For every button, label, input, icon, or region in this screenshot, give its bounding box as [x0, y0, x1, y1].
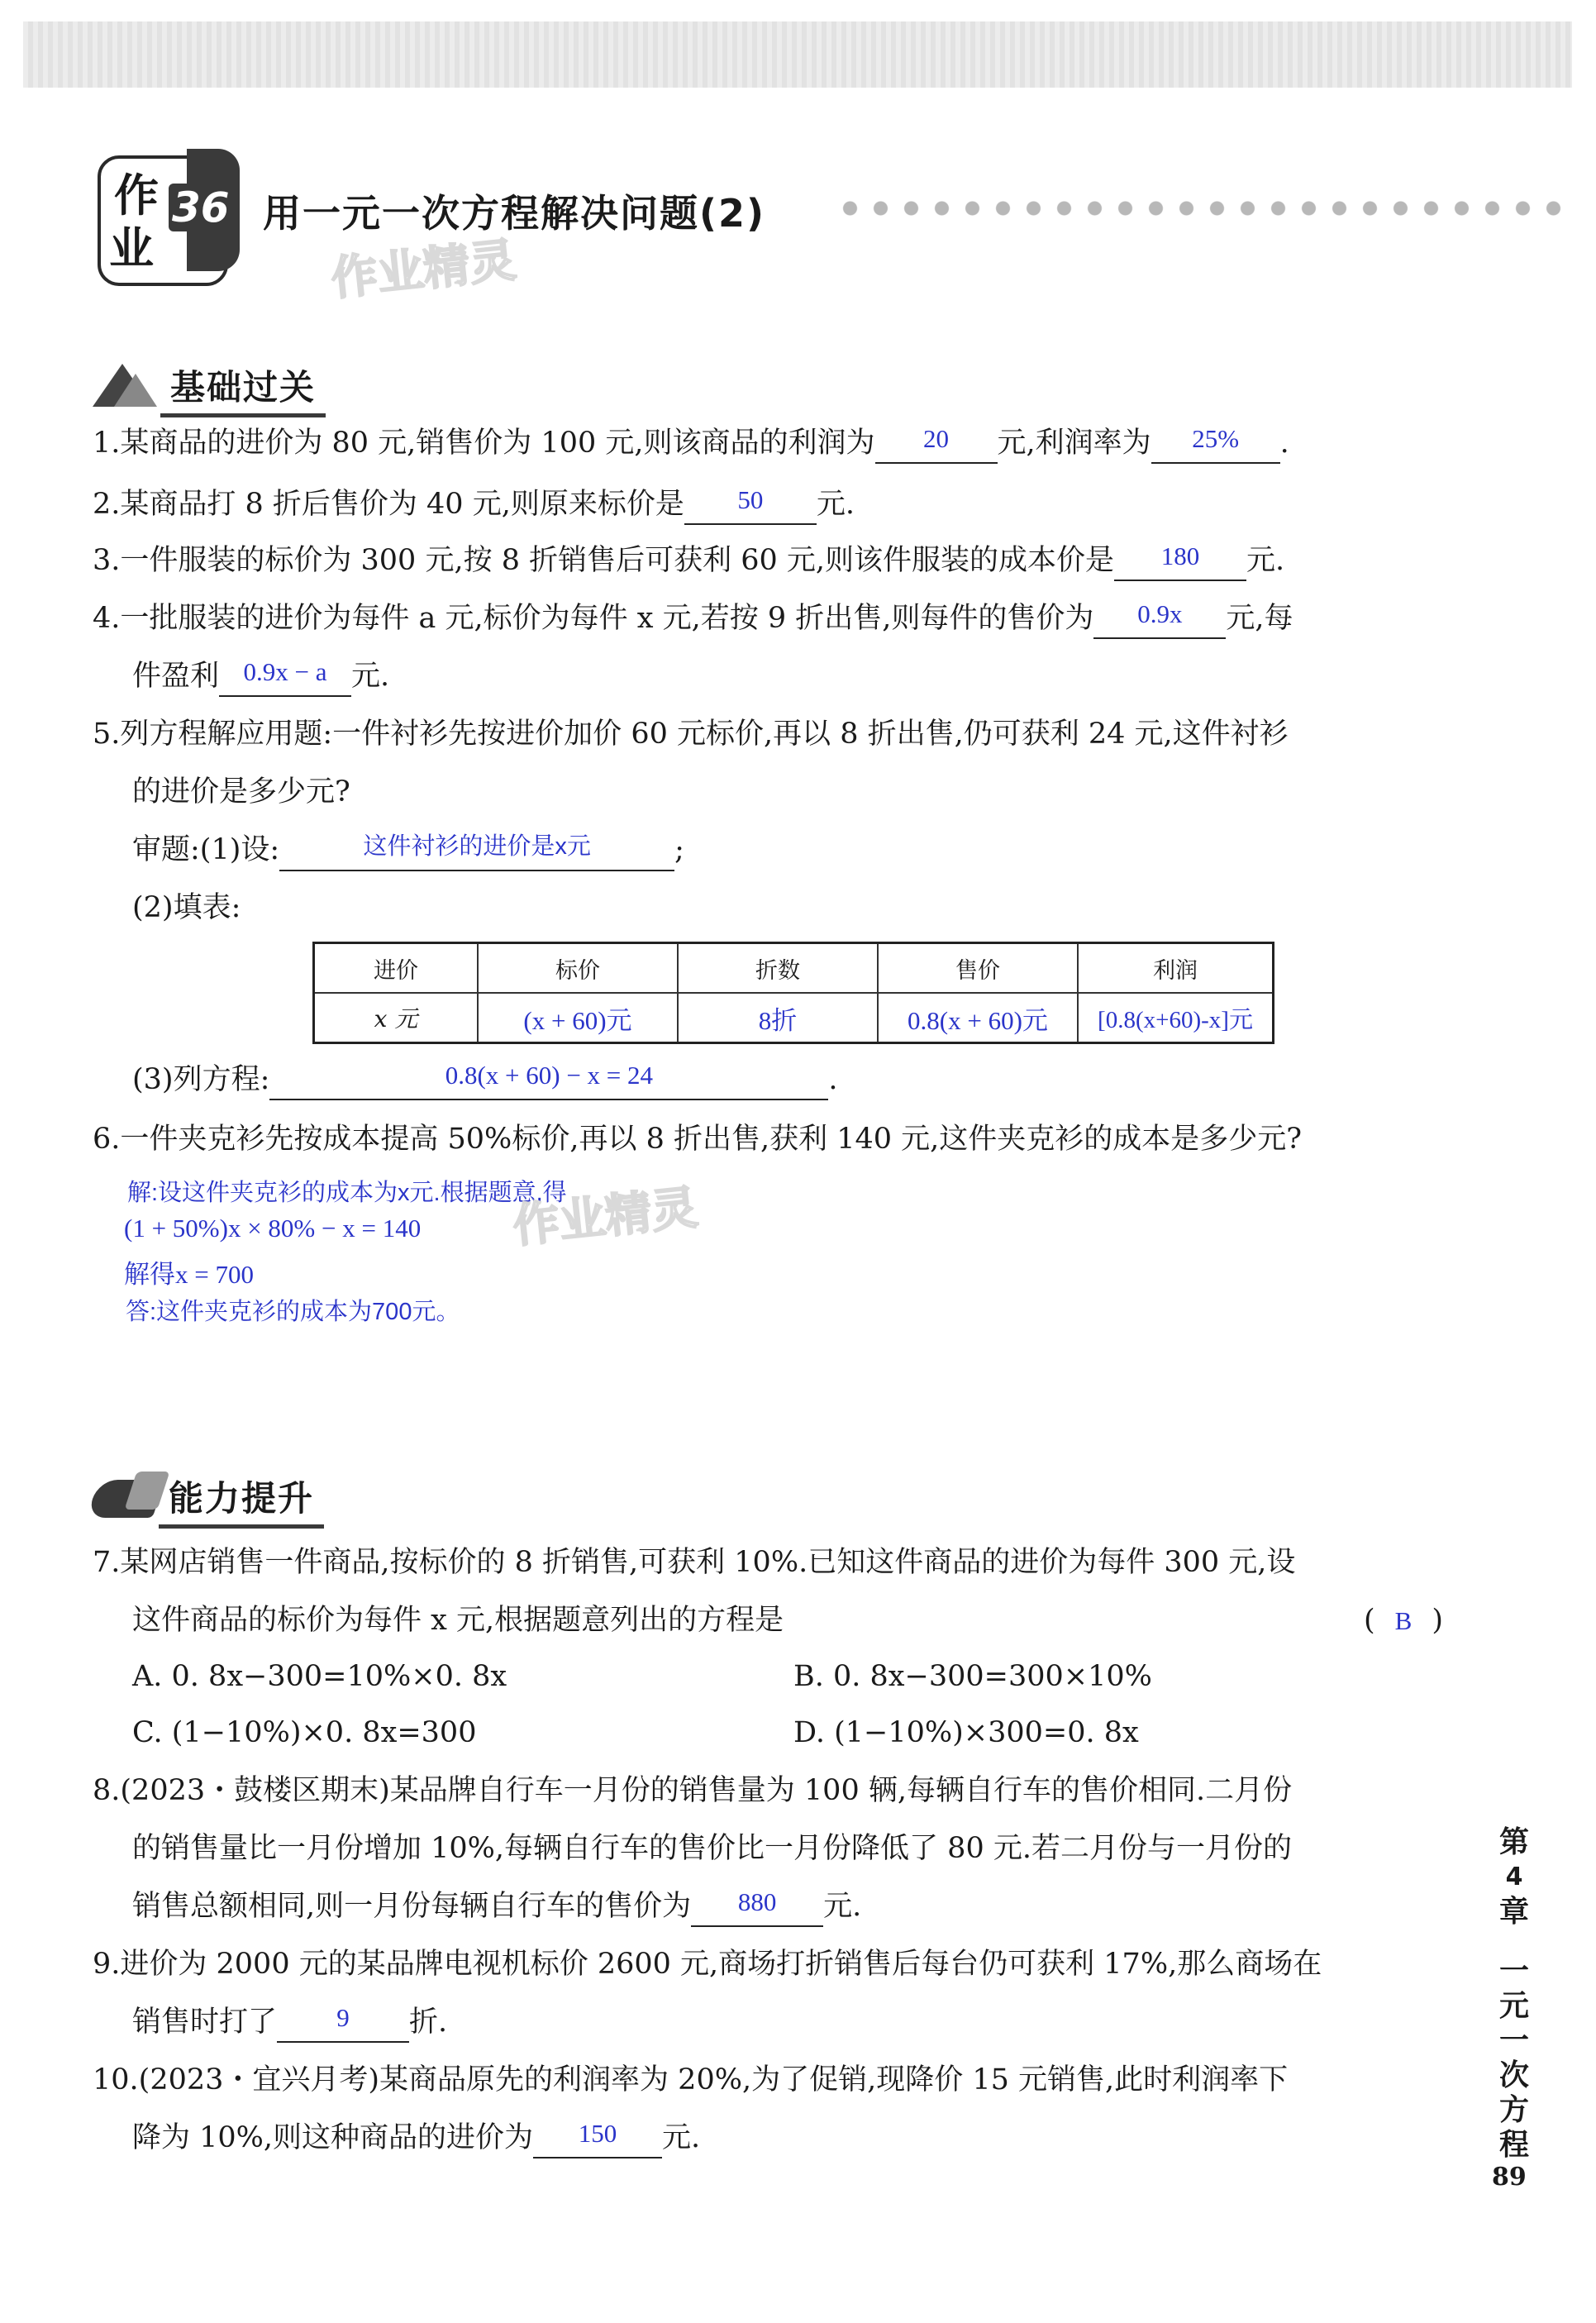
question-8-line-1: 8.(2023・鼓楼区期末)某品牌自行车一月份的销售量为 100 辆,每辆自行车的售价相同.二月份 [93, 1774, 1293, 1807]
q10-text-b: 元. [662, 2121, 701, 2154]
question-4-line-1 [93, 600, 1293, 639]
title-dots-decoration [835, 198, 1562, 218]
q7-answer-bracket [1364, 1602, 1443, 1639]
q5-step-1-end: ; [674, 833, 684, 866]
table-header-cell: 折数 [678, 943, 878, 994]
q5-table-header-row [314, 943, 1274, 994]
question-6: 6.一件夹克衫先按成本提高 50%标价,再以 8 折出售,获利 140 元,这件夹克衫的成本是多少元? [93, 1123, 1303, 1156]
q1-answer-profit: 20 [875, 426, 998, 464]
homework-number: 36 [169, 184, 233, 231]
q6-solution-line-2: (1 + 50%)x × 80% − x = 140 [124, 1214, 422, 1243]
q5-table [312, 942, 1274, 1044]
watermark-2: 作业精灵 [510, 1181, 701, 1254]
page-title: 用一元一次方程解决问题(2) [263, 191, 766, 236]
question-5-line-2: 的进价是多少元? [132, 775, 350, 809]
table-header-cell: 标价 [478, 943, 678, 994]
table-header-cell: 进价 [314, 943, 479, 994]
side-topic-label [1489, 1954, 1539, 2163]
q4-text-c: 件盈利 [132, 660, 220, 693]
side-chapter-label [1489, 1825, 1539, 1929]
q1-answer-rate: 25% [1151, 426, 1280, 464]
q7-option-c: C. (1−10%)×0. 8x=300 [132, 1716, 477, 1749]
side-topic-char: 一 [1498, 1954, 1529, 1988]
q5-step-1-answer: 这件衬衫的进价是x元 [279, 833, 674, 871]
question-7-line-2: 这件商品的标价为每件 x 元,根据题意列出的方程是 [132, 1604, 784, 1637]
q5-step-3-end: . [828, 1063, 838, 1096]
section-advanced-label: 能力提升 [159, 1472, 324, 1529]
page-number: 89 [1492, 2163, 1527, 2192]
q7-option-b: B. 0. 8x−300=300×10% [793, 1660, 1152, 1693]
question-8-line-2: 的销售量比一月份增加 10%,每辆自行车的售价比一月份降低了 80 元.若二月份与一月份的 [132, 1832, 1292, 1865]
q4-text-d: 元. [351, 660, 390, 693]
question-1 [93, 425, 1289, 464]
section-basic-label: 基础过关 [160, 360, 326, 417]
question-3 [93, 542, 1284, 581]
q6-solution-line-1: 解:设这件夹克衫的成本为x元.根据题意,得 [127, 1180, 567, 1206]
badge-char-top: 作 [114, 169, 159, 222]
question-9-line-1: 9.进价为 2000 元的某品牌电视机标价 2600 元,商场打折销售后每台仍可获利 17%,那么商场在 [93, 1948, 1322, 1981]
q7-paren-left: ( [1364, 1604, 1375, 1637]
triangle-shadow-icon [114, 374, 157, 407]
question-8-line-3 [132, 1888, 861, 1927]
q4-answer-profit: 0.9x − a [219, 659, 351, 697]
q9-text-b: 折. [409, 2006, 448, 2039]
watermark: 作业精灵 [328, 233, 519, 307]
table-cell: x 元 [314, 993, 479, 1043]
side-chapter-char: 4 [1505, 1863, 1523, 1891]
badge-char-bottom: 业 [109, 222, 154, 274]
question-7-line-1: 7.某网店销售一件商品,按标价的 8 折销售,可获利 10%.已知这件商品的进价为每件 300 元,设 [93, 1546, 1296, 1579]
table-cell-answer: (x + 60)元 [478, 993, 678, 1043]
q6-solution-line-4: 答:这件夹克衫的成本为700元。 [126, 1299, 460, 1325]
table-cell-answer: 8折 [678, 993, 878, 1043]
q5-step-3 [132, 1061, 838, 1100]
q4-text-a: 4.一批服装的进价为每件 a 元,标价为每件 x 元,若按 9 折出售,则每件的售价为 [93, 602, 1094, 635]
q8-text-a: 销售总额相同,则一月份每辆自行车的售价为 [132, 1890, 692, 1923]
question-5-line-1: 5.列方程解应用题:一件衬衫先按进价加价 60 元标价,再以 8 折出售,仍可获利 24 元,这件衬衫 [93, 718, 1289, 751]
side-topic-char: 次 [1498, 2058, 1529, 2092]
q8-answer: 880 [691, 1889, 823, 1927]
side-topic-char: 元 [1498, 1989, 1529, 2023]
question-10-line-2 [132, 2120, 700, 2158]
q10-answer: 150 [533, 2120, 662, 2158]
q2-text-b: 元. [816, 488, 855, 521]
top-scan-band [23, 21, 1572, 88]
side-chapter-char: 第 [1498, 1825, 1529, 1859]
q8-text-b: 元. [823, 1890, 862, 1923]
q9-answer: 9 [277, 2005, 409, 2043]
q7-answer: B [1394, 1606, 1413, 1635]
question-9-line-2 [132, 2004, 447, 2043]
q1-text-c: . [1279, 427, 1289, 460]
q3-text-b: 元. [1246, 544, 1285, 577]
q6-solution-line-3: 解得x = 700 [124, 1260, 254, 1289]
table-header-cell: 利润 [1078, 943, 1274, 994]
q5-table-row [314, 993, 1274, 1043]
question-4-line-2 [132, 658, 389, 697]
homework-badge [98, 149, 238, 281]
q4-answer-price: 0.9x [1093, 601, 1226, 639]
q7-option-a: A. 0. 8x−300=10%×0. 8x [132, 1660, 507, 1693]
question-10-line-1: 10.(2023・宜兴月考)某商品原先的利润率为 20%,为了促销,现降价 15 元销售,此时利润率下 [93, 2063, 1289, 2096]
question-2 [93, 486, 855, 525]
q4-text-b: 元,每 [1226, 602, 1293, 635]
q5-step-2-label: (2)填表: [132, 891, 241, 924]
table-header-cell: 售价 [878, 943, 1078, 994]
side-topic-char: 程 [1498, 2128, 1529, 2162]
q1-text-a: 1.某商品的进价为 80 元,销售价为 100 元,则该商品的利润为 [93, 427, 875, 460]
q2-text-a: 2.某商品打 8 折后售价为 40 元,则原来标价是 [93, 488, 684, 521]
q5-step-1-label: 审题:(1)设: [132, 833, 280, 866]
side-topic-char: 方 [1498, 2093, 1529, 2127]
q7-option-d: D. (1−10%)×300=0. 8x [793, 1716, 1139, 1749]
q10-text-a: 降为 10%,则这种商品的进价为 [132, 2121, 534, 2154]
q9-text-a: 销售时打了 [132, 2006, 278, 2039]
q5-step-3-answer: 0.8(x + 60) − x = 24 [269, 1062, 828, 1100]
q3-answer: 180 [1114, 543, 1246, 581]
side-topic-char: 一 [1498, 2024, 1529, 2058]
q5-step-3-label: (3)列方程: [132, 1063, 270, 1096]
side-chapter-char: 章 [1498, 1895, 1529, 1929]
table-cell-answer: 0.8(x + 60)元 [878, 993, 1078, 1043]
q5-step-1 [132, 832, 684, 871]
q2-answer: 50 [684, 487, 817, 525]
q1-text-b: 元,利润率为 [997, 427, 1151, 460]
q3-text-a: 3.一件服装的标价为 300 元,按 8 折销售后可获利 60 元,则该件服装的成本价是 [93, 544, 1115, 577]
table-cell-answer: [0.8(x+60)-x]元 [1078, 993, 1274, 1043]
q7-paren-right: ) [1432, 1604, 1443, 1637]
